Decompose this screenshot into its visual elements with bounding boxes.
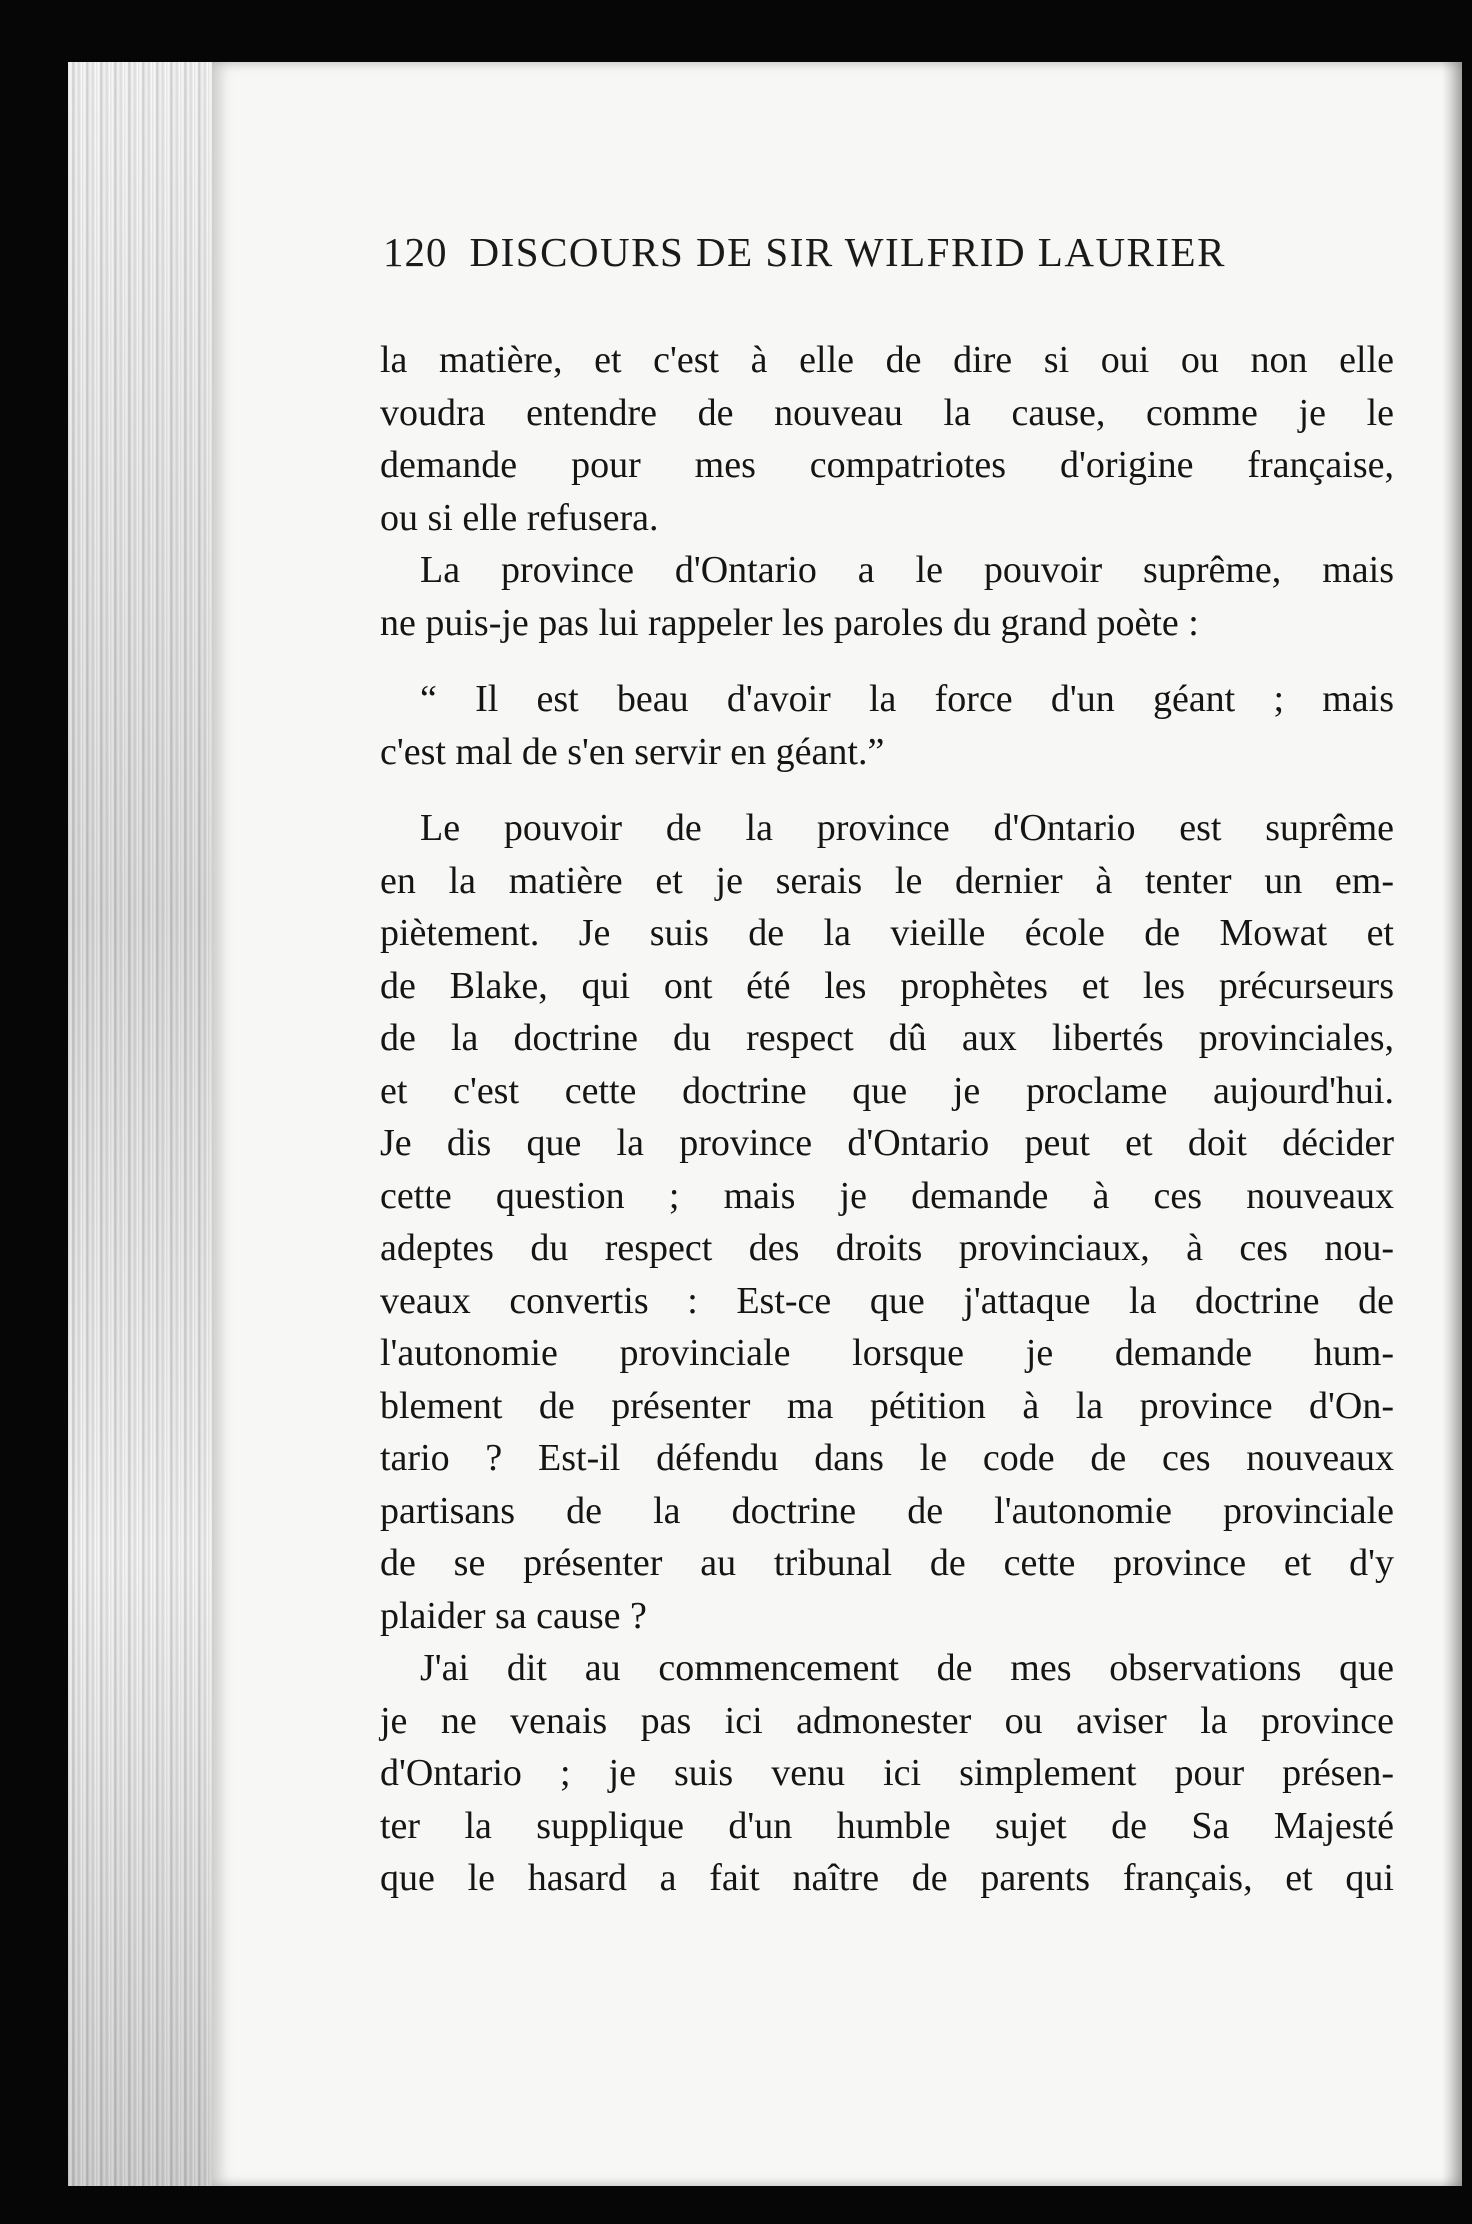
text-line: que le hasard a fait naître de parents français, et qui xyxy=(380,1857,1394,1899)
text-line: demande pour mes compatriotes d'origine française, xyxy=(380,444,1394,486)
text-line: adeptes du respect des droits provinciaux, à ces nou- xyxy=(380,1227,1394,1269)
text-line: voudra entendre de nouveau la cause, comme je le xyxy=(380,391,1394,434)
text-line: tario ? Est-il défendu dans le code de ces nouveaux xyxy=(380,1437,1394,1479)
book-page xyxy=(212,62,1462,2186)
text-line: ou si elle refusera. xyxy=(380,496,659,539)
text-line: d'Ontario ; je suis venu ici simplement pour présen- xyxy=(380,1752,1394,1794)
text-line: de la doctrine du respect dû aux libertés provinciales, xyxy=(380,1017,1394,1059)
text-line: piètement. Je suis de la vieille école de Mowat et xyxy=(380,912,1394,954)
text-line: partisans de la doctrine de l'autonomie provinciale xyxy=(380,1489,1394,1532)
text-line: J'ai dit au commencement de mes observations que xyxy=(420,1647,1394,1689)
quote-line: “ Il est beau d'avoir la force d'un géant ; mais xyxy=(420,678,1394,720)
text-line: ter la supplique d'un humble sujet de Sa Majesté xyxy=(380,1804,1394,1847)
text-line: plaider sa cause ? xyxy=(380,1594,647,1637)
text-line: La province d'Ontario a le pouvoir suprême, mais xyxy=(420,549,1394,591)
page-number: 120 xyxy=(383,229,448,275)
text-line: l'autonomie provinciale lorsque je demande hum- xyxy=(380,1332,1394,1374)
book-page-edges xyxy=(68,62,218,2186)
text-line: et c'est cette doctrine que je proclame aujourd'hui. xyxy=(380,1069,1394,1112)
running-head xyxy=(383,228,1397,276)
text-line: de Blake, qui ont été les prophètes et les précurseurs xyxy=(380,964,1394,1007)
text-line: de se présenter au tribunal de cette province et d'y xyxy=(380,1542,1394,1584)
quote-line: c'est mal de s'en servir en géant.” xyxy=(380,730,885,773)
page-gutter-shadow xyxy=(1442,62,1462,2186)
text-line: en la matière et je serais le dernier à tenter un em- xyxy=(380,859,1394,902)
body-text xyxy=(380,334,1394,1905)
text-line: cette question ; mais je demande à ces nouveaux xyxy=(380,1174,1394,1217)
text-line: Le pouvoir de la province d'Ontario est suprême xyxy=(420,807,1394,849)
running-title: DISCOURS DE SIR WILFRID LAURIER xyxy=(469,229,1226,275)
text-line: ne puis-je pas lui rappeler les paroles du grand poète : xyxy=(380,601,1199,644)
text-line: blement de présenter ma pétition à la province d'On- xyxy=(380,1384,1394,1427)
text-line: Je dis que la province d'Ontario peut et doit décider xyxy=(380,1122,1394,1164)
spacing xyxy=(380,649,1394,673)
text-line: la matière, et c'est à elle de dire si oui ou non elle xyxy=(380,339,1394,381)
text-line: je ne venais pas ici admonester ou aviser la province xyxy=(380,1699,1394,1742)
text-line: veaux convertis : Est-ce que j'attaque la doctrine de xyxy=(380,1279,1394,1322)
spacing xyxy=(380,778,1394,802)
